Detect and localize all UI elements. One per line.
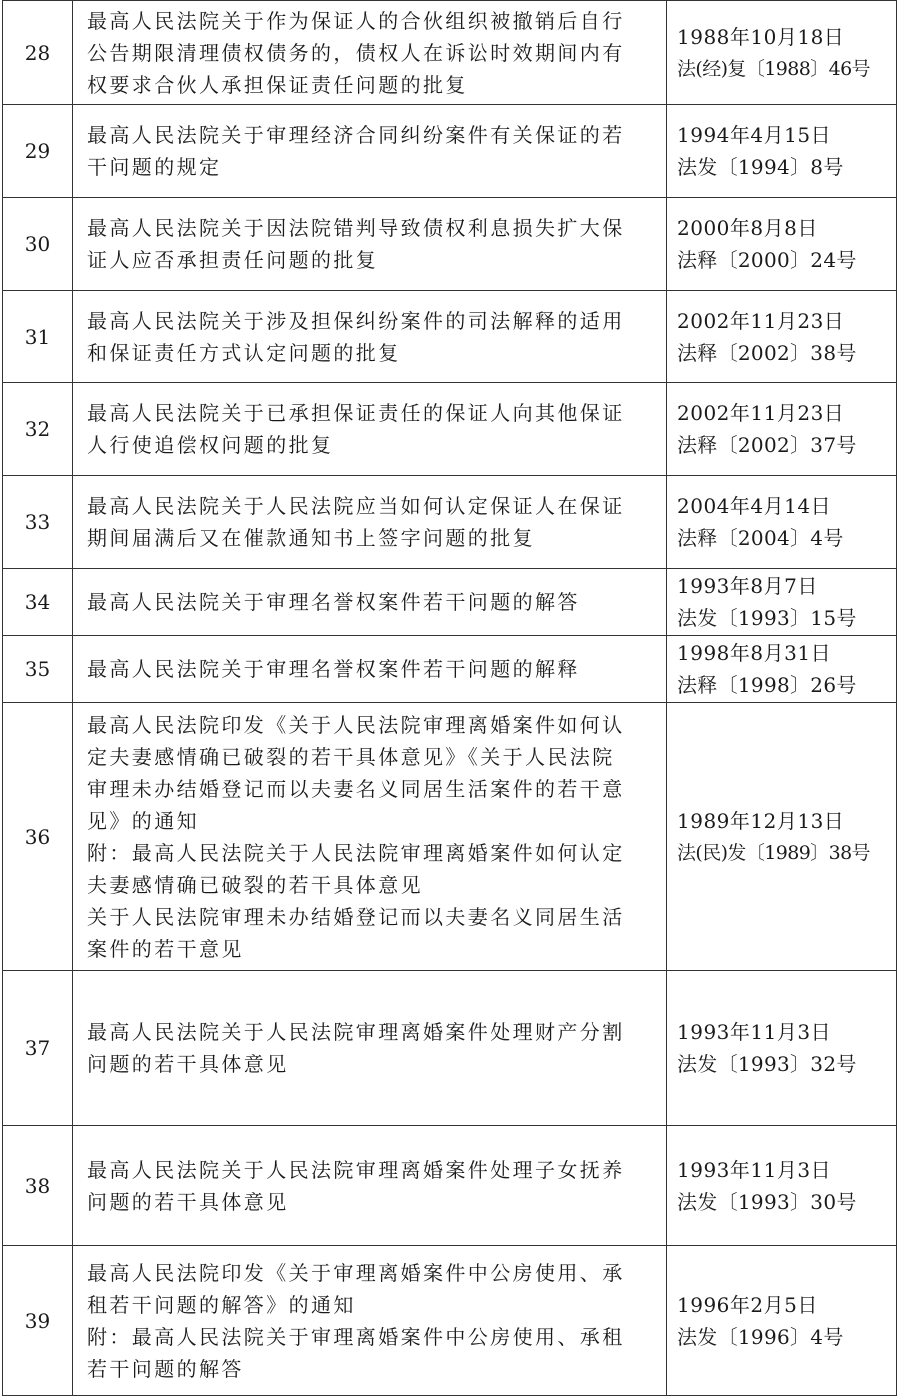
title-line: 证人应否承担责任问题的批复 (87, 248, 379, 272)
table-row (3, 476, 897, 569)
row-number: 36 (3, 703, 73, 971)
issue-date: 1994年4月15日 (677, 123, 832, 147)
table-row (3, 1246, 897, 1396)
table-row (3, 383, 897, 476)
table-row (3, 703, 897, 971)
document-number: 法释〔2000〕24号 (677, 248, 857, 272)
document-title (73, 291, 667, 383)
title-line: 问题的若干具体意见 (87, 1189, 289, 1214)
document-title (73, 971, 667, 1126)
row-number: 32 (3, 383, 73, 476)
title-line: 和保证责任方式认定问题的批复 (87, 340, 401, 365)
issue-date: 1993年11月3日 (677, 1020, 832, 1044)
table-row (3, 198, 897, 291)
document-title (73, 105, 667, 198)
issue-info (667, 198, 897, 291)
title-line: 期间届满后又在催款通知书上签字问题的批复 (87, 526, 535, 550)
title-line: 最高人民法院关于人民法院审理离婚案件处理子女抚养 (87, 1157, 625, 1182)
issue-date: 1998年8月31日 (677, 641, 832, 665)
row-number: 31 (3, 291, 73, 383)
title-line: 夫妻感情确已破裂的若干具体意见 (87, 872, 423, 897)
issue-date: 1989年12月13日 (677, 808, 845, 833)
row-number: 29 (3, 105, 73, 198)
issue-date: 1996年2月5日 (677, 1292, 818, 1317)
issue-info (667, 383, 897, 476)
issue-info (667, 1126, 897, 1246)
document-title (73, 703, 667, 971)
title-line: 干问题的规定 (87, 155, 222, 179)
document-number: 法释〔1998〕26号 (677, 673, 857, 697)
issue-info (667, 1, 897, 105)
title-line: 最高人民法院印发《关于人民法院审理离婚案件如何认 (87, 712, 625, 737)
document-title (73, 1, 667, 105)
title-line: 最高人民法院关于人民法院审理离婚案件处理财产分割 (87, 1020, 625, 1044)
regulations-table (2, 0, 897, 1396)
issue-date: 1993年11月3日 (677, 1157, 832, 1182)
document-number: 法释〔2004〕4号 (677, 526, 844, 550)
issue-info (667, 636, 897, 703)
document-number: 法(民)发〔1989〕38号 (677, 841, 870, 864)
issue-date: 1993年8月7日 (677, 574, 818, 598)
row-number: 35 (3, 636, 73, 703)
row-number: 34 (3, 569, 73, 636)
issue-date: 2004年4月14日 (677, 494, 832, 518)
issue-date: 2000年8月8日 (677, 216, 818, 240)
document-number: 法(经)复〔1988〕46号 (677, 57, 870, 80)
title-line: 权要求合伙人承担保证责任问题的批复 (87, 72, 468, 97)
issue-info (667, 291, 897, 383)
document-title (73, 1246, 667, 1396)
title-line: 最高人民法院关于因法院错判导致债权利息损失扩大保 (87, 216, 625, 240)
title-line: 最高人民法院关于涉及担保纠纷案件的司法解释的适用 (87, 308, 625, 333)
table-row (3, 1, 897, 105)
issue-date: 2002年11月23日 (677, 308, 845, 333)
title-line: 关于人民法院审理未办结婚登记而以夫妻名义同居生活 (87, 904, 625, 929)
issue-info (667, 1246, 897, 1396)
table-row (3, 105, 897, 198)
issue-info (667, 703, 897, 971)
issue-date: 2002年11月23日 (677, 401, 845, 425)
document-number: 法释〔2002〕38号 (677, 340, 857, 365)
table-row (3, 291, 897, 383)
issue-date: 1988年10月18日 (677, 24, 845, 49)
row-number: 30 (3, 198, 73, 291)
issue-info (667, 476, 897, 569)
document-number: 法发〔1994〕8号 (677, 155, 844, 179)
title-line: 最高人民法院关于审理名誉权案件若干问题的解答 (87, 590, 580, 614)
title-line: 见》的通知 (87, 808, 199, 833)
title-line: 人行使追偿权问题的批复 (87, 433, 334, 457)
issue-info (667, 569, 897, 636)
row-number: 39 (3, 1246, 73, 1396)
title-line: 最高人民法院关于已承担保证责任的保证人向其他保证 (87, 401, 625, 425)
title-line: 案件的若干意见 (87, 936, 244, 961)
row-number: 38 (3, 1126, 73, 1246)
title-line: 附：最高人民法院关于审理离婚案件中公房使用、承租 (87, 1324, 625, 1349)
table-row (3, 1126, 897, 1246)
title-line: 最高人民法院关于审理名誉权案件若干问题的解释 (87, 657, 580, 681)
title-line: 审理未办结婚登记而以夫妻名义同居生活案件的若干意 (87, 776, 625, 801)
document-title (73, 198, 667, 291)
row-number: 28 (3, 1, 73, 105)
table-row (3, 569, 897, 636)
title-line: 定夫妻感情确已破裂的若干具体意见》《关于人民法院 (87, 744, 615, 769)
table-row (3, 636, 897, 703)
document-title (73, 636, 667, 703)
document-title (73, 569, 667, 636)
title-line: 若干问题的解答 (87, 1356, 244, 1381)
document-number: 法发〔1996〕4号 (677, 1324, 844, 1349)
title-line: 最高人民法院印发《关于审理离婚案件中公房使用、承 (87, 1260, 625, 1285)
title-line: 租若干问题的解答》的通知 (87, 1292, 356, 1317)
title-line: 最高人民法院关于审理经济合同纠纷案件有关保证的若 (87, 123, 625, 147)
document-number: 法发〔1993〕30号 (677, 1189, 857, 1214)
title-line: 问题的若干具体意见 (87, 1052, 289, 1076)
issue-info (667, 971, 897, 1126)
document-number: 法释〔2002〕37号 (677, 433, 857, 457)
document-title (73, 383, 667, 476)
document-title (73, 476, 667, 569)
table-row (3, 971, 897, 1126)
document-number: 法发〔1993〕32号 (677, 1052, 857, 1076)
document-title (73, 1126, 667, 1246)
row-number: 33 (3, 476, 73, 569)
title-line: 最高人民法院关于人民法院应当如何认定保证人在保证 (87, 494, 625, 518)
title-line: 最高人民法院关于作为保证人的合伙组织被撤销后自行 (87, 8, 625, 33)
title-line: 公告期限清理债权债务的，债权人在诉讼时效期间内有 (87, 40, 625, 65)
row-number: 37 (3, 971, 73, 1126)
title-line: 附：最高人民法院关于人民法院审理离婚案件如何认定 (87, 840, 625, 865)
document-number: 法发〔1993〕15号 (677, 606, 857, 630)
issue-info (667, 105, 897, 198)
